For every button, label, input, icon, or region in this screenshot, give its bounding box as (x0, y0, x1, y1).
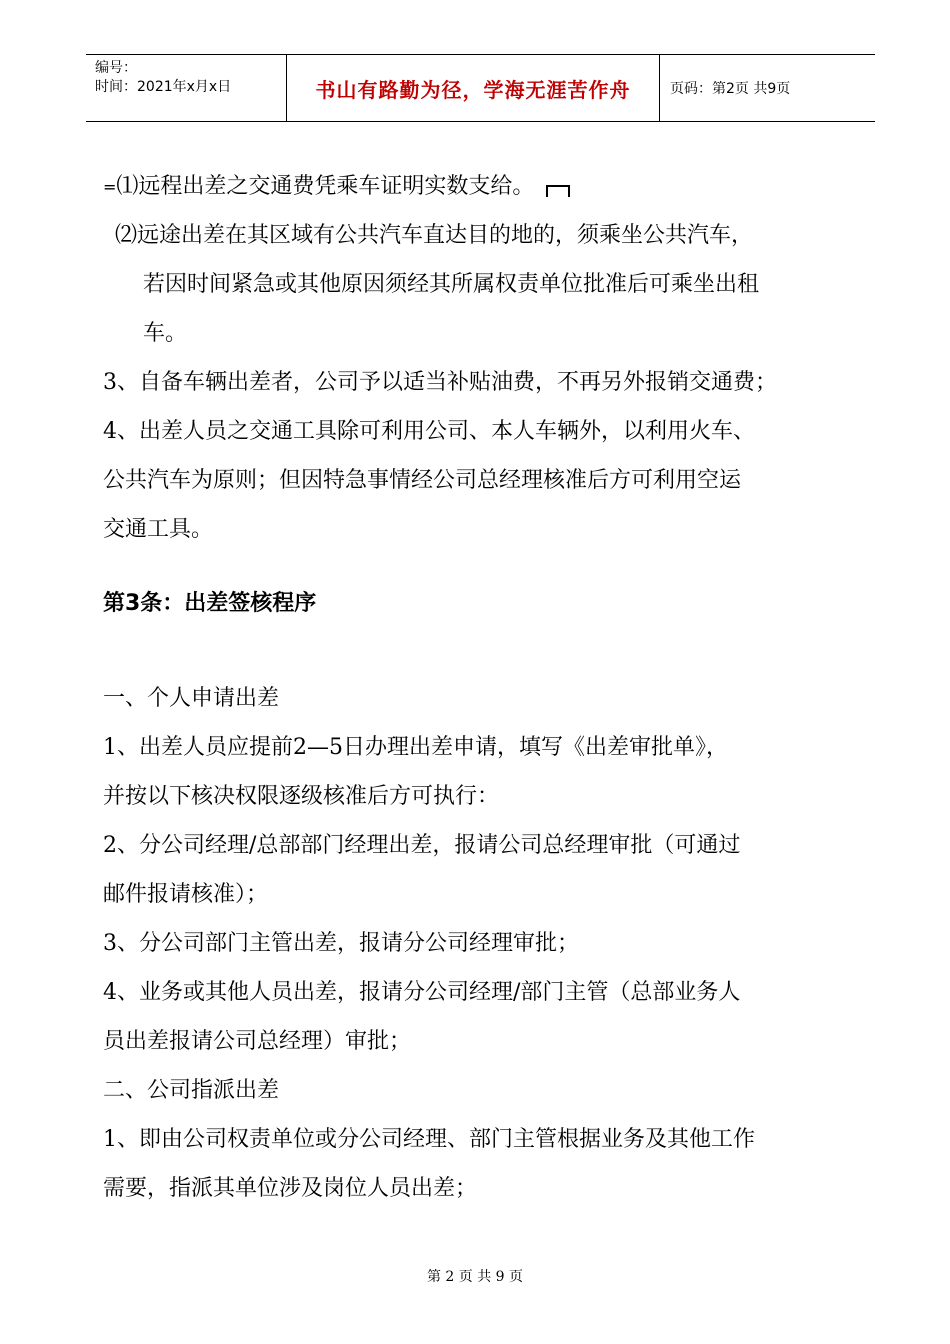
paragraph-line: 3、自备车辆出差者，公司予以适当补贴油费，不再另外报销交通费； (103, 370, 777, 395)
paragraph-line: 邮件报请核准）； (103, 882, 269, 907)
bracket-mark-icon (546, 185, 570, 197)
section-title: 第3条：出差签核程序 (103, 591, 317, 616)
document-body (103, 162, 873, 1213)
paragraph-line: 需要，指派其单位涉及岗位人员出差； (103, 1176, 478, 1201)
header-meta (86, 55, 287, 121)
prefix-mark: = (103, 177, 117, 197)
page-footer: 第 2 页 共 9 页 (426, 1269, 524, 1285)
header-motto: 书山有路勤为径，学海无涯苦作舟 (315, 77, 631, 102)
spacer (103, 624, 873, 674)
paragraph-line: 若因时间紧急或其他原因须经其所属权责单位批准后可乘坐出租 (143, 272, 760, 297)
paragraph-line: 员出差报请公司总经理）审批； (103, 1029, 412, 1054)
paragraph-line: ⑵远途出差在其区域有公共汽车直达目的地的，须乘坐公共汽车， (115, 223, 754, 248)
header-page-info: 页码：第2页 共9页 (670, 81, 791, 97)
paragraph-line: 4、出差人员之交通工具除可利用公司、本人车辆外，以利用火车、 (103, 419, 755, 444)
spacer (103, 554, 873, 584)
header-motto-cell (287, 55, 660, 121)
document-time-label: 时间：2021年x月x日 (95, 79, 232, 95)
paragraph-line: 公共汽车为原则；但因特急事情经公司总经理核准后方可利用空运 (103, 468, 742, 493)
document-header (86, 54, 875, 122)
document-number-label: 编号： (95, 60, 137, 76)
paragraph-line: 并按以下核决权限逐级核准后方可执行： (103, 784, 500, 809)
paragraph-line: 4、业务或其他人员出差，报请分公司经理/部门主管（总部业务人 (103, 980, 741, 1005)
paragraph-line: 3、分公司部门主管出差，报请分公司经理审批； (103, 931, 579, 956)
paragraph-line: 车。 (143, 321, 188, 346)
paragraph-line: 二、公司指派出差 (103, 1078, 280, 1103)
line-text: ⑴远程出差之交通费凭乘车证明实数支给。 (116, 174, 535, 199)
paragraph-line: 一、个人申请出差 (103, 686, 280, 711)
paragraph-line: 1、即由公司权责单位或分公司经理、部门主管根据业务及其他工作 (103, 1127, 755, 1152)
paragraph-line: 2、分公司经理/总部部门经理出差，报请公司总经理审批（可通过 (103, 833, 741, 858)
paragraph-line (103, 162, 873, 211)
paragraph-line: 1、出差人员应提前2—5日办理出差申请，填写《出差审批单》， (103, 735, 728, 760)
paragraph-line: 交通工具。 (103, 517, 214, 542)
